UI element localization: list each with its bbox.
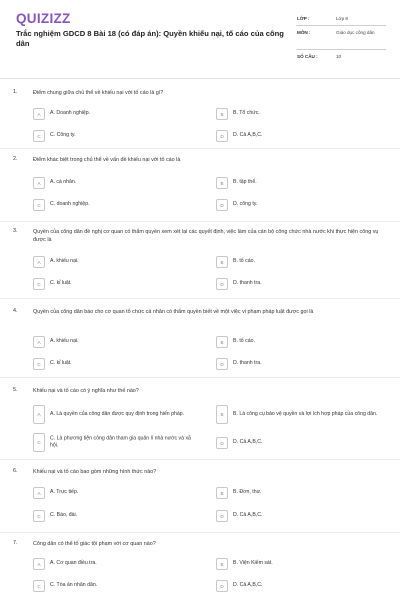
option-key-c: C <box>33 433 45 452</box>
option-text-c: C. Là phương tiện công dân tham gia quản lí nhà nước và xã hội. <box>50 434 191 449</box>
option-text-b: B. tố cáo. <box>233 338 255 345</box>
meta-table <box>296 12 386 66</box>
option-b[interactable] <box>216 177 387 189</box>
meta-value-subject: Giáo dục công dân <box>336 30 375 35</box>
option-c[interactable] <box>33 510 206 522</box>
option-a[interactable] <box>33 487 206 499</box>
option-text-d: D. công ty. <box>233 201 258 208</box>
question-text: Khiếu nại và tố cáo bao gồm những hình thức nào? <box>33 469 157 475</box>
option-key-a: A <box>33 256 45 268</box>
question-separator <box>0 148 400 149</box>
question-text: Công dân có thể tố giác tội phạm với cơ quan nào? <box>33 541 156 547</box>
option-key-b: B <box>216 336 228 348</box>
option-key-d: D <box>216 437 228 449</box>
option-key-a: A <box>33 108 45 120</box>
quizizz-logo <box>16 10 86 28</box>
option-text-a: A. Là quyền của công dân được quy định trong hiến pháp. <box>50 410 185 417</box>
option-key-b: B <box>216 405 228 424</box>
option-key-c: C <box>33 510 45 522</box>
question-separator <box>0 459 400 460</box>
question-separator <box>0 532 400 533</box>
option-text-c: C. Công ty. <box>50 132 76 139</box>
option-text-d: D. Cả A,B,C. <box>233 439 263 446</box>
option-key-b: B <box>216 558 228 570</box>
option-b[interactable] <box>216 405 387 424</box>
option-a[interactable] <box>33 558 206 570</box>
option-key-c: C <box>33 358 45 370</box>
logo-text: QUIZIZZ <box>16 11 71 26</box>
option-key-d: D <box>216 130 228 142</box>
meta-label-subject: MÔN : <box>297 30 311 35</box>
meta-row-subject <box>296 26 386 50</box>
option-a[interactable] <box>33 405 206 424</box>
option-text-b: B. Là công cụ bảo vệ quyền và lợi ích hợp pháp của công dân. <box>233 410 378 417</box>
question-text: Khiếu nại và tố cáo có ý nghĩa như thế nào? <box>33 388 139 394</box>
option-c[interactable] <box>33 278 206 290</box>
option-text-b: B. Tổ chức. <box>233 110 260 117</box>
option-text-b: B. tố cáo. <box>233 258 255 265</box>
option-d[interactable] <box>216 437 387 449</box>
option-d[interactable] <box>216 510 387 522</box>
option-key-d: D <box>216 199 228 211</box>
option-d[interactable] <box>216 130 387 142</box>
option-key-b: B <box>216 256 228 268</box>
option-c[interactable] <box>33 433 206 452</box>
option-c[interactable] <box>33 130 206 142</box>
option-a[interactable] <box>33 256 206 268</box>
question-number: 3. <box>13 228 18 234</box>
option-text-d: D. thanh tra. <box>233 360 262 367</box>
option-text-a: A. Trực tiếp. <box>50 489 79 496</box>
option-a[interactable] <box>33 336 206 348</box>
option-key-c: C <box>33 130 45 142</box>
option-text-c: C. kỉ luật. <box>50 280 72 287</box>
option-b[interactable] <box>216 256 387 268</box>
option-text-b: B. Đơn, thư. <box>233 489 262 496</box>
question-text: Điểm chung giữa chủ thể về khiếu nại với tố cáo là gì? <box>33 90 164 96</box>
option-text-d: D. Cả A,B,C. <box>233 582 263 589</box>
option-c[interactable] <box>33 199 206 211</box>
option-c[interactable] <box>33 580 206 592</box>
option-key-c: C <box>33 199 45 211</box>
option-text-d: D. thanh tra. <box>233 280 262 287</box>
option-key-b: B <box>216 108 228 120</box>
question-number: 5. <box>13 387 18 393</box>
option-key-d: D <box>216 358 228 370</box>
question-separator <box>0 221 400 222</box>
option-text-b: B. tập thể. <box>233 179 257 186</box>
option-text-a: A. cá nhân. <box>50 179 77 186</box>
option-text-c: C. Báo, đài. <box>50 512 78 519</box>
option-b[interactable] <box>216 487 387 499</box>
option-a[interactable] <box>33 108 206 120</box>
question-separator <box>0 377 400 378</box>
option-c[interactable] <box>33 358 206 370</box>
option-text-c: C. doanh nghiệp. <box>50 201 90 208</box>
option-key-a: A <box>33 177 45 189</box>
option-key-c: C <box>33 278 45 290</box>
option-d[interactable] <box>216 358 387 370</box>
option-key-b: B <box>216 177 228 189</box>
option-key-d: D <box>216 278 228 290</box>
option-d[interactable] <box>216 580 387 592</box>
question-text: Quyền của công dân báo cho cơ quan tổ chức cá nhân có thẩm quyền biết về một việc vi phạm pháp luật được gọi là <box>33 309 314 315</box>
option-key-c: C <box>33 580 45 592</box>
option-d[interactable] <box>216 278 387 290</box>
question-number: 6. <box>13 468 18 474</box>
option-text-a: A. Cơ quan điều tra. <box>50 560 97 567</box>
option-text-d: D. Cả A,B,C. <box>233 512 263 519</box>
question-number: 1. <box>13 89 18 95</box>
option-key-b: B <box>216 487 228 499</box>
document-header <box>0 0 400 78</box>
option-text-b: B. Viện Kiểm sát. <box>233 560 273 567</box>
document-title: Trắc nghiệm GDCD 8 Bài 18 (có đáp án): Quyền khiếu nại, tố cáo của công dân <box>16 29 284 49</box>
question-number: 7. <box>13 540 18 546</box>
option-key-a: A <box>33 558 45 570</box>
meta-row-count <box>296 50 386 66</box>
option-b[interactable] <box>216 336 387 348</box>
meta-label-count: SỐ CÂU : <box>297 54 318 59</box>
option-key-d: D <box>216 510 228 522</box>
option-key-a: A <box>33 336 45 348</box>
question-text: Quyền của công dân đề nghị cơ quan có thẩm quyền xem xét lại các quyết định, việc làm của cán bộ công chức nhà nước khi thực hiện công vụ được là <box>33 229 379 244</box>
option-text-a: A. Doanh nghiệp. <box>50 110 91 117</box>
meta-value-class: Lớp 8 <box>336 16 348 21</box>
question-separator <box>0 298 400 299</box>
option-d[interactable] <box>216 199 387 211</box>
option-b[interactable] <box>216 108 387 120</box>
option-b[interactable] <box>216 558 387 570</box>
option-key-d: D <box>216 580 228 592</box>
header-divider <box>0 78 400 79</box>
option-a[interactable] <box>33 177 206 189</box>
meta-value-count: 10 <box>336 54 342 59</box>
question-text: Điểm khác biệt trong chủ thể về vấn đề khiếu nại với tố cáo là <box>33 157 181 163</box>
question-number: 2. <box>13 156 18 162</box>
meta-label-class: LỚP : <box>297 16 310 21</box>
option-key-a: A <box>33 405 45 424</box>
question-number: 4. <box>13 308 18 314</box>
option-text-a: A. khiếu nại. <box>50 338 79 345</box>
option-key-a: A <box>33 487 45 499</box>
option-text-a: A. khiếu nại. <box>50 258 79 265</box>
option-text-c: C. kỉ luật. <box>50 360 72 367</box>
option-text-d: D. Cả A,B,C. <box>233 132 263 139</box>
meta-row-class <box>296 12 386 26</box>
option-text-c: C. Tòa án nhân dân. <box>50 582 98 589</box>
